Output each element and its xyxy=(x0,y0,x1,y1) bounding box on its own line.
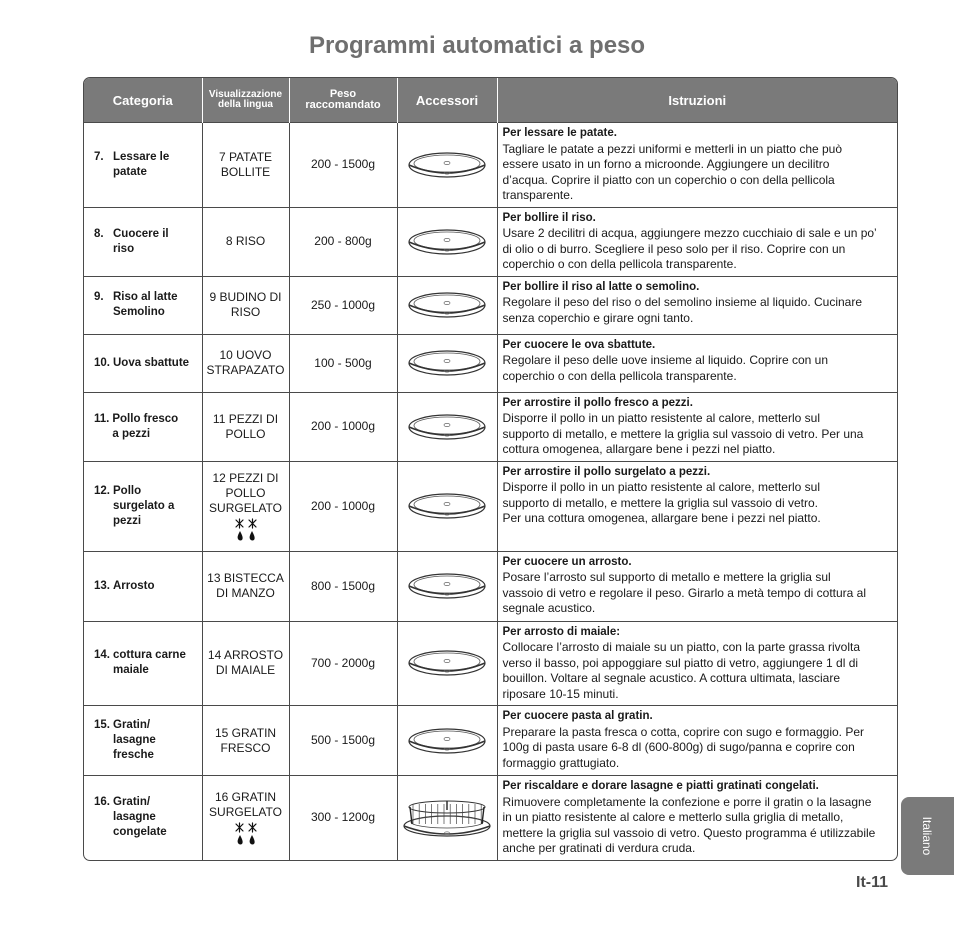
category-line: cottura carne xyxy=(113,649,186,662)
program-number: 8. xyxy=(94,227,104,240)
instruction-line: coperchio o con della pellicola transparente. xyxy=(502,368,737,383)
header-visualizzazione-line-2: della lingua xyxy=(217,99,273,110)
plate-icon xyxy=(407,727,487,755)
language-side-tab[interactable] xyxy=(901,797,954,875)
instruction-line: verso il basso, poi appoggiare sul piatto di vetro, aggiungere 1 dl di xyxy=(502,655,859,670)
instruction-line: in un piatto resistente al calore e metterlo sulla griglia di metallo, xyxy=(502,810,844,824)
category-line: patate xyxy=(113,165,147,178)
category-line: pezzi xyxy=(113,514,142,527)
accessory-cell xyxy=(397,276,497,334)
accessory-cell xyxy=(397,123,497,208)
instruction-line: Rimuovere completamente la confezione e porre il gratin o la lasagne xyxy=(502,794,872,809)
category-cell xyxy=(84,461,202,551)
plate-icon xyxy=(407,151,487,179)
table-row xyxy=(84,776,897,860)
category-name xyxy=(113,150,169,180)
display-cell xyxy=(202,621,289,706)
category-name xyxy=(113,484,174,529)
display-cell xyxy=(202,461,289,551)
display-line: 11 PEZZI DI xyxy=(212,411,279,426)
category-line: lasagne xyxy=(113,811,156,824)
programs-table xyxy=(83,77,898,861)
category-cell xyxy=(84,706,202,776)
display-line: 15 GRATIN xyxy=(214,725,277,740)
weight-cell: 250 - 1000g xyxy=(289,276,397,334)
table-row xyxy=(84,621,897,706)
accessory-cell xyxy=(397,461,497,551)
display-line: POLLO xyxy=(225,426,266,441)
instruction-line: essere usato in un forno a microonde. Aggiungere un decilitro xyxy=(502,157,830,171)
instructions-cell xyxy=(497,461,897,551)
table-row xyxy=(84,207,897,276)
display-cell xyxy=(202,551,289,621)
program-number: 9. xyxy=(94,291,104,303)
header-peso xyxy=(289,78,397,123)
instruction-line: d’acqua. Coprire il piatto con un coperchio o con della pellicola xyxy=(502,172,835,187)
table-row xyxy=(84,392,897,461)
frozen-icon xyxy=(233,518,259,542)
plate-icon xyxy=(407,291,487,319)
category-line: Uova sbattute xyxy=(113,356,190,369)
accessory-cell xyxy=(397,621,497,706)
instruction-line: senza coperchio e girare ogni tanto. xyxy=(502,310,694,325)
category-line: Lessare le xyxy=(113,150,170,163)
category-line: Gratin/ xyxy=(113,719,151,731)
category-name xyxy=(113,356,189,371)
category-line: Cuocere il xyxy=(113,227,169,240)
accessory-cell xyxy=(397,706,497,776)
display-cell xyxy=(202,207,289,276)
category-cell xyxy=(84,123,202,208)
instruction-line: transparente. xyxy=(502,188,574,202)
plate-icon xyxy=(407,492,487,520)
table-header-row xyxy=(84,78,897,123)
weight-cell: 200 - 1500g xyxy=(289,123,397,208)
rack-plate-icon xyxy=(402,798,492,838)
header-accessori: Accessori xyxy=(397,78,497,123)
instruction-line: segnale acustico. xyxy=(502,601,596,615)
category-name xyxy=(113,579,155,594)
instructions-cell xyxy=(497,207,897,276)
instructions-cell xyxy=(497,123,897,208)
table-row xyxy=(84,461,897,551)
header-categoria: Categoria xyxy=(84,78,202,123)
display-line: 9 BUDINO DI xyxy=(209,290,282,304)
display-cell xyxy=(202,276,289,334)
display-cell xyxy=(202,776,289,860)
instruction-title: Per arrostire il pollo surgelato a pezzi. xyxy=(502,465,711,478)
display-line: 12 PEZZI DI xyxy=(212,470,279,485)
category-cell xyxy=(84,207,202,276)
display-line: 13 BISTECCA xyxy=(207,571,284,585)
accessory-cell xyxy=(397,334,497,392)
display-line: SURGELATO xyxy=(209,500,282,515)
header-peso-line-2: raccomandato xyxy=(305,99,381,111)
instruction-line: di olio o di burro. Scegliere il peso solo per il riso. Coprire con un xyxy=(502,241,846,256)
instruction-title: Per bollire il riso al latte o semolino. xyxy=(502,280,700,293)
instruction-line: formaggio grattugiato. xyxy=(502,755,620,770)
display-cell xyxy=(202,334,289,392)
category-cell xyxy=(84,276,202,334)
header-istruzioni: Istruzioni xyxy=(497,78,897,123)
display-line: 14 ARROSTO xyxy=(207,648,284,663)
instruction-line: Usare 2 decilitri di acqua, aggiungere mezzo cucchiaio di sale e un po’ xyxy=(502,226,877,240)
instruction-line: Tagliare le patate a pezzi uniformi e metterli in un piatto che può xyxy=(502,141,843,156)
table-row xyxy=(84,334,897,392)
category-cell xyxy=(84,776,202,860)
page-number: It-11 xyxy=(856,874,889,891)
display-cell xyxy=(202,706,289,776)
accessory-cell xyxy=(397,776,497,860)
instruction-title: Per arrosto di maiale: xyxy=(502,625,621,638)
instructions-cell xyxy=(497,621,897,706)
accessory-cell xyxy=(397,207,497,276)
category-line: a pezzi xyxy=(112,427,151,440)
plate-icon xyxy=(407,228,487,256)
display-line: DI MAIALE xyxy=(215,663,276,678)
program-number: 7. xyxy=(94,150,104,163)
category-line: riso xyxy=(113,242,135,255)
category-name xyxy=(113,648,186,678)
plate-icon xyxy=(407,349,487,377)
category-cell xyxy=(84,392,202,461)
display-line: BOLLITE xyxy=(220,164,271,179)
program-number: 14. xyxy=(94,649,110,662)
category-line: maiale xyxy=(113,664,149,677)
accessory-cell xyxy=(397,392,497,461)
instruction-title: Per riscaldare e dorare lasagne e piatti gratinati congelati. xyxy=(502,780,819,792)
program-number: 12. xyxy=(94,484,110,497)
instructions-cell xyxy=(497,392,897,461)
program-number: 10. xyxy=(94,356,110,369)
instruction-line: Disporre il pollo in un piatto resistente al calore, metterlo sul xyxy=(502,480,820,494)
accessory-cell xyxy=(397,551,497,621)
program-number: 13. xyxy=(94,579,110,592)
display-line: 7 PATATE xyxy=(218,149,273,164)
header-peso-line-1: Peso xyxy=(329,88,357,100)
weight-cell: 200 - 1000g xyxy=(289,392,397,461)
category-line: Pollo fresco xyxy=(112,412,179,425)
display-line: RISO xyxy=(230,305,261,319)
category-line: Pollo xyxy=(113,484,142,497)
instruction-line: coperchio o con della pellicola transparente. xyxy=(502,257,737,271)
instruction-line: mettere la griglia sul vassoio di vetro. Questo programma é utilizzabile xyxy=(502,825,876,840)
display-line: DI MANZO xyxy=(216,586,275,600)
instruction-title: Per bollire il riso. xyxy=(502,211,596,224)
weight-cell: 200 - 800g xyxy=(289,207,397,276)
instruction-line: vassoio di vetro e regolare il peso. Girarlo a metà tempo di cottura al xyxy=(502,585,867,600)
instructions-cell xyxy=(497,706,897,776)
table-row xyxy=(84,706,897,776)
table-body xyxy=(84,123,897,860)
display-line: 10 UOVO xyxy=(219,348,272,362)
category-name xyxy=(113,290,178,320)
weight-cell: 300 - 1200g xyxy=(289,776,397,860)
program-number: 15. xyxy=(94,719,110,731)
instruction-title: Per arrostire il pollo fresco a pezzi. xyxy=(502,396,693,409)
instruction-line: Per una cottura omogenea, allargare bene i pezzi nel piatto. xyxy=(502,511,821,525)
instruction-line: supporto di metallo, e mettere la griglia sul vassoio di vetro. Per una xyxy=(502,426,864,441)
plate-icon xyxy=(407,649,487,677)
instructions-cell xyxy=(497,776,897,860)
instruction-line: cottura omogenea, allargare bene i pezzi nel piatto. xyxy=(502,442,776,456)
category-line: congelate xyxy=(113,826,167,839)
instruction-line: 100g di pasta usare 6-8 dl (600-800g) di sugo/panna e coprire con xyxy=(502,740,855,754)
header-visualizzazione-line-1: Visualizzazione xyxy=(208,89,283,100)
page-title: Programmi automatici a peso xyxy=(308,32,646,59)
instruction-line: Posare l’arrosto sul supporto di metallo e mettere la griglia sul xyxy=(502,570,831,584)
display-line: FRESCO xyxy=(220,740,271,755)
category-name xyxy=(113,795,167,840)
category-name xyxy=(113,227,169,257)
plate-icon xyxy=(407,413,487,441)
instruction-title: Per cuocere pasta al gratin. xyxy=(502,710,653,722)
weight-cell: 100 - 500g xyxy=(289,334,397,392)
category-line: surgelato a xyxy=(113,499,175,512)
display-line: 16 GRATIN xyxy=(214,789,277,804)
weight-cell: 800 - 1500g xyxy=(289,551,397,621)
category-line: Semolino xyxy=(113,306,165,318)
category-cell xyxy=(84,621,202,706)
instruction-line: riposare 10-15 minuti. xyxy=(502,686,619,701)
display-line: POLLO xyxy=(225,485,266,500)
category-line: Gratin/ xyxy=(113,796,151,809)
category-line: Arrosto xyxy=(113,579,155,592)
category-line: fresche xyxy=(113,749,154,761)
display-line: 8 RISO xyxy=(225,234,266,248)
language-side-tab-label: Italiano xyxy=(920,816,934,856)
weight-cell: 700 - 2000g xyxy=(289,621,397,706)
program-number: 16. xyxy=(94,796,110,809)
program-number: 11. xyxy=(94,412,110,425)
category-line: Riso al latte xyxy=(113,291,178,303)
table-row xyxy=(84,276,897,334)
instructions-cell xyxy=(497,551,897,621)
display-cell xyxy=(202,123,289,208)
table-row xyxy=(84,551,897,621)
instruction-line: Regolare il peso delle uove insieme al liquido. Coprire con un xyxy=(502,353,829,367)
frozen-icon xyxy=(233,822,259,846)
instructions-cell xyxy=(497,334,897,392)
header-visualizzazione xyxy=(202,78,289,123)
instructions-cell xyxy=(497,276,897,334)
instruction-line: Preparare la pasta fresca o cotta, coprire con sugo e formaggio. Per xyxy=(502,724,865,739)
instruction-title: Per cuocere un arrosto. xyxy=(502,555,632,568)
instruction-line: Collocare l’arrosto di maiale su un piatto, con la parte grassa rivolta xyxy=(502,640,861,654)
plate-icon xyxy=(407,572,487,600)
instruction-line: Regolare il peso del riso o del semolino insieme al liquido. Cucinare xyxy=(502,295,863,309)
instruction-title: Per lessare le patate. xyxy=(502,127,617,139)
category-name xyxy=(113,718,156,763)
instruction-line: supporto di metallo, e mettere la griglia sul vassoio di vetro. xyxy=(502,495,818,510)
instruction-line: bouillon. Voltare al segnale acustico. A cottura ultimata, lasciare xyxy=(502,671,841,685)
weight-cell: 500 - 1500g xyxy=(289,706,397,776)
instruction-line: Disporre il pollo in un piatto resistente al calore, metterlo sul xyxy=(502,411,820,425)
category-line: lasagne xyxy=(113,734,156,746)
category-cell xyxy=(84,551,202,621)
category-cell xyxy=(84,334,202,392)
instruction-line: anche per gratinati di verdura cruda. xyxy=(502,841,696,855)
display-line: SURGELATO xyxy=(209,804,282,819)
table-row xyxy=(84,123,897,208)
instruction-title: Per cuocere le ova sbattute. xyxy=(502,338,656,351)
display-line: STRAPAZATO xyxy=(206,363,285,377)
category-name xyxy=(112,412,178,442)
display-cell xyxy=(202,392,289,461)
weight-cell: 200 - 1000g xyxy=(289,461,397,551)
